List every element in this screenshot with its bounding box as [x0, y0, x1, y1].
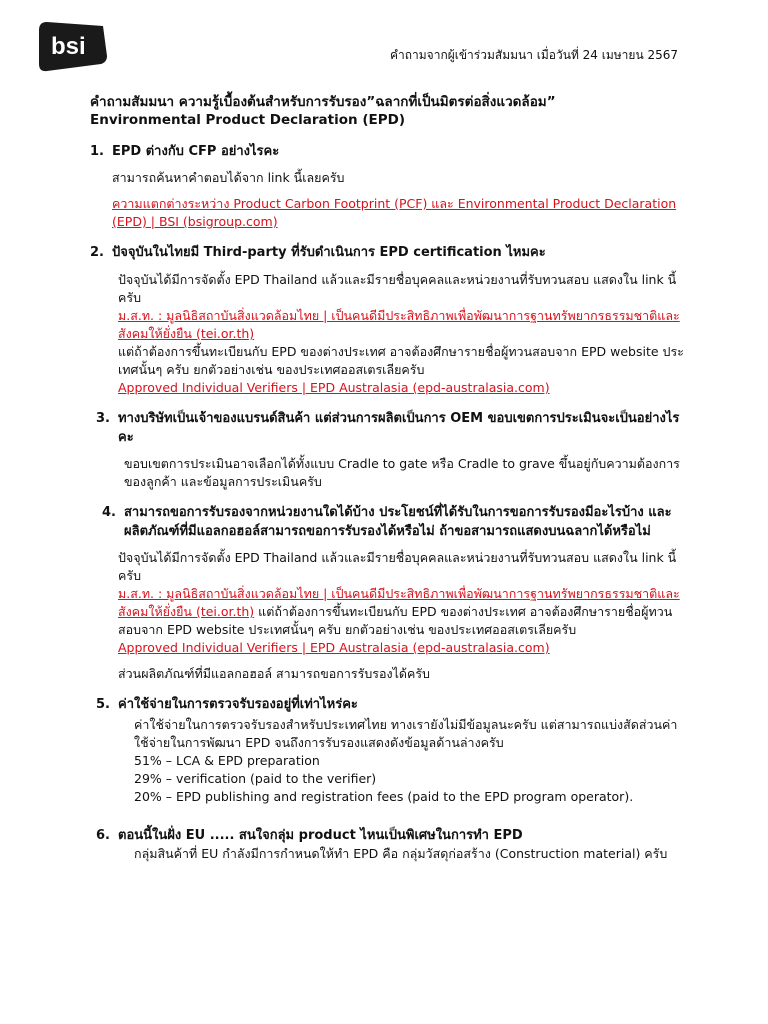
question-3	[96, 409, 690, 447]
answer-5	[134, 716, 690, 806]
title-line-2: Environmental Product Declaration (EPD)	[90, 112, 405, 128]
question-text: ปัจจุบันในไทยมี Third-party ที่รับดำเนินการ EPD certification ไหมคะ	[112, 245, 546, 260]
answer-text: สามารถค้นหาคำตอบได้จาก link นี้เลยครับ	[112, 170, 345, 185]
document-body	[90, 93, 690, 863]
question-text: ค่าใช้จ่ายในการตรวจรับรองอยู่ที่เท่าไหร่คะ	[118, 697, 358, 712]
cost-item: 51% – LCA & EPD preparation	[134, 753, 320, 768]
question-number: 5.	[96, 697, 110, 712]
question-number: 4.	[102, 505, 116, 520]
page-title	[90, 93, 690, 129]
question-number: 2.	[90, 245, 104, 260]
question-4	[102, 503, 690, 541]
question-number: 6.	[96, 828, 110, 843]
title-line-1: คำถามสัมมนา ความรู้เบื้องต้นสำหรับการรับรอง”ฉลากที่เป็นมิตรต่อสิ่งแวดล้อม”	[90, 94, 556, 110]
question-6	[96, 826, 690, 845]
question-text: สามารถขอการรับรองจากหน่วยงานใดได้บ้าง ประโยชน์ที่ได้รับในการขอการรับรองมีอะไรบ้าง และผลิตภัณฑ์ที่มีแอลกอฮอล์สามารถขอการรับรองได้หรือไม่ ถ้าขอสามารถแสดงบนฉลากได้หรือไม่	[124, 505, 672, 539]
question-1	[90, 142, 690, 161]
tei-link[interactable]: ม.ส.ท. : มูลนิธิสถาบันสิ่งแวดล้อมไทย | เป็นคนดีมีประสิทธิภาพเพื่อพัฒนาการฐานทรัพยากรธรรมชาติและสังคมให้ยั่งยืน (tei.or.th)	[118, 308, 680, 341]
question-5	[96, 695, 690, 714]
answer-2	[118, 271, 690, 397]
answer-6	[134, 845, 690, 863]
epd-australasia-link[interactable]: Approved Individual Verifiers | EPD Australasia (epd-australasia.com)	[118, 380, 550, 395]
answer-1	[112, 169, 690, 231]
answer-text: กลุ่มสินค้าที่ EU กำลังมีการกำหนดให้ทำ EPD คือ กลุ่มวัสดุก่อสร้าง (Construction material) ครับ	[134, 846, 668, 861]
answer-text: ขอบเขตการประเมินอาจเลือกได้ทั้งแบบ Cradle to gate หรือ Cradle to grave ขึ้นอยู่กับความต้องการของลูกค้า และข้อมูลการประเมินครับ	[124, 456, 680, 489]
pcf-epd-link[interactable]: ความแตกต่างระหว่าง Product Carbon Footprint (PCF) และ Environmental Product Declaration (EPD) | BSI (bsigroup.com)	[112, 196, 677, 229]
question-number: 1.	[90, 144, 104, 159]
answer-text: ค่าใช้จ่ายในการตรวจรับรองสำหรับประเทศไทย ทางเรายังไม่มีข้อมูลนะครับ แต่สามารถแบ่งสัดส่วนค่าใช้จ่ายในการพัฒนา EPD จนถึงการรับรองแสดงดังข้อมูลด้านล่างครับ	[134, 717, 678, 750]
tei-link[interactable]: ม.ส.ท. : มูลนิธิสถาบันสิ่งแวดล้อมไทย | เป็นคนดีมีประสิทธิภาพเพื่อพัฒนาการฐานทรัพยากรธรรมชาติและสังคมให้ยั่งยืน (tei.or.th)	[118, 586, 680, 619]
question-2	[90, 243, 690, 262]
svg-text:bsi: bsi	[51, 33, 86, 60]
date-line: คำถามจากผู้เข้าร่วมสัมมนา เมื่อวันที่ 24 เมษายน 2567	[390, 48, 678, 62]
cost-item: 29% – verification (paid to the verifier)	[134, 771, 377, 786]
answer-4	[118, 549, 690, 683]
answer-text: ปัจจุบันได้มีการจัดตั้ง EPD Thailand แล้วและมีรายชื่อบุคคลและหน่วยงานที่รับทวนสอบ แสดงใน link นี้ครับ	[118, 272, 677, 305]
answer-text: ปัจจุบันได้มีการจัดตั้ง EPD Thailand แล้วและมีรายชื่อบุคคลและหน่วยงานที่รับทวนสอบ แสดงใน link นี้ครับ	[118, 550, 677, 583]
bsi-logo	[37, 18, 108, 72]
answer-text: แต่ถ้าต้องการขึ้นทะเบียนกับ EPD ของต่างประเทศ อาจต้องศึกษารายชื่อผู้ทวนสอบจาก EPD website ประเทศนั้นๆ ครับ ยกตัวอย่างเช่น ของประเทศออสเตรเลียครับ	[118, 344, 684, 377]
answer-text: ส่วนผลิตภัณฑ์ที่มีแอลกอฮอล์ สามารถขอการรับรองได้ครับ	[118, 666, 430, 681]
epd-australasia-link[interactable]: Approved Individual Verifiers | EPD Australasia (epd-australasia.com)	[118, 640, 550, 655]
question-number: 3.	[96, 411, 110, 426]
answer-3	[124, 455, 690, 491]
answer-text: แต่ถ้าต้องการขึ้นทะเบียนกับ EPD ของต่างประเทศ อาจต้องศึกษารายชื่อผู้ทวนสอบจาก EPD website ประเทศนั้นๆ ครับ ยกตัวอย่างเช่น ของประเทศออสเตรเลียครับ	[118, 604, 673, 637]
question-text: ตอนนี้ในฝั่ง EU ..... สนใจกลุ่ม product ไหนเป็นพิเศษในการทำ EPD	[118, 828, 523, 843]
cost-item: 20% – EPD publishing and registration fees (paid to the EPD program operator).	[134, 789, 634, 804]
question-text: EPD ต่างกับ CFP อย่างไรคะ	[112, 144, 280, 159]
question-text: ทางบริษัทเป็นเจ้าของแบรนด์สินค้า แต่ส่วนการผลิตเป็นการ OEM ขอบเขตการประเมินจะเป็นอย่างไรคะ	[118, 411, 680, 445]
